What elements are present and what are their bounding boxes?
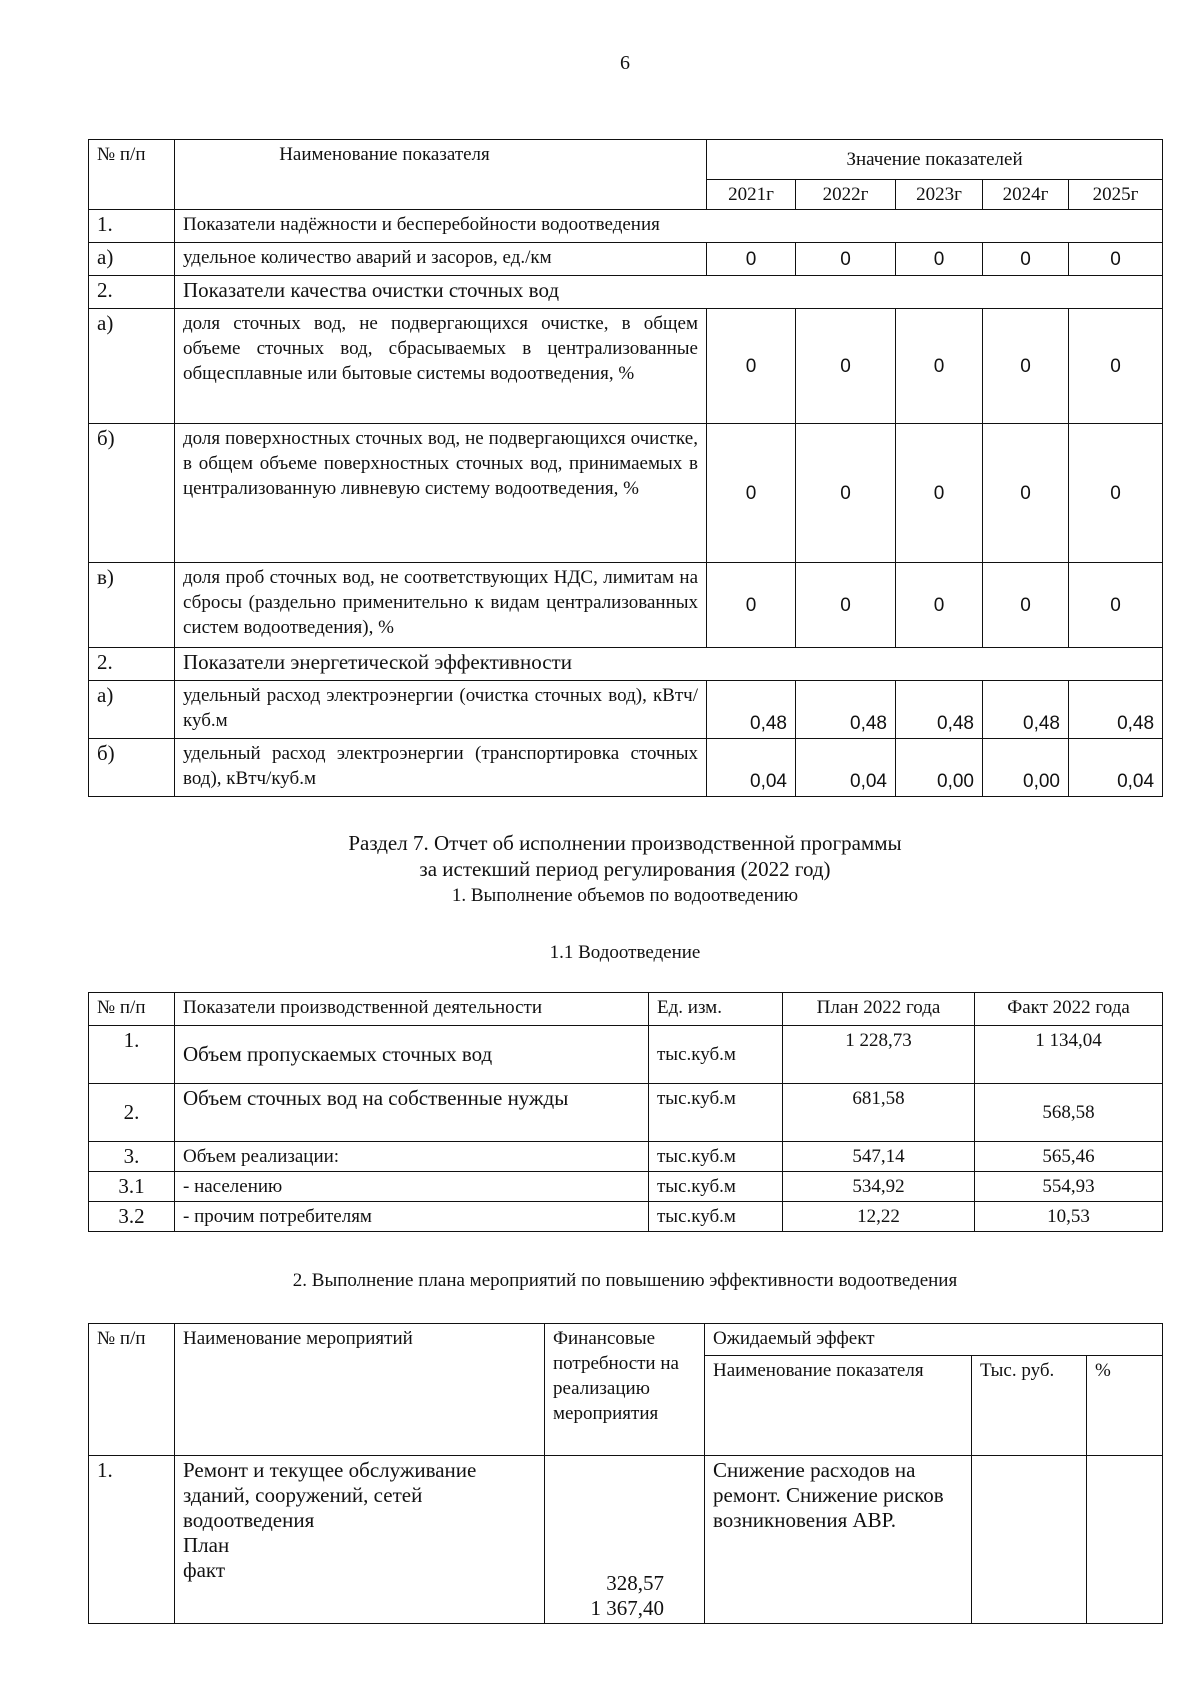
value-cell: 0 [707, 424, 796, 563]
value-cell: 0 [1069, 309, 1163, 424]
value-cell: 0,48 [896, 681, 983, 739]
section-row [89, 210, 1163, 243]
row-num: а) [89, 309, 175, 424]
value-cell: 0 [1069, 243, 1163, 276]
section7-sub-subtitle: 1.1 Водоотведение [549, 942, 701, 963]
value-cell: 0,04 [796, 739, 896, 797]
value-cell: 0 [896, 309, 983, 424]
table-row [89, 1084, 1163, 1142]
indicator-row [89, 424, 1163, 563]
header-name: Наименование мероприятий [175, 1324, 545, 1456]
row-num: 3.1 [89, 1172, 175, 1202]
value-cell: 0,00 [983, 739, 1069, 797]
header-name: Наименование показателя [175, 140, 707, 210]
finance-cell [545, 1456, 705, 1624]
value-cell: 0,04 [707, 739, 796, 797]
row-plan: 12,22 [783, 1202, 975, 1232]
row-plan: 534,92 [783, 1172, 975, 1202]
section7-title-line1: Раздел 7. Отчет об исполнении производственной программы [348, 831, 902, 855]
measures-table [88, 1323, 1163, 1624]
table-row [89, 1026, 1163, 1084]
row-unit: тыс.куб.м [649, 1142, 783, 1172]
measure-cell [175, 1456, 545, 1624]
header-num: № п/п [89, 1324, 175, 1456]
value-cell: 0 [1069, 563, 1163, 648]
value-cell: 0 [1069, 424, 1163, 563]
row-fact: 554,93 [975, 1172, 1163, 1202]
row-num: 2. [89, 648, 175, 681]
indicator-name: доля сточных вод, не подвергающихся очистке, в общем объеме сточных вод, сбрасываемых в централизованные общесплавные или бытовые системы водоотведения, % [175, 309, 707, 424]
page-number: 6 [620, 52, 630, 74]
value-cell: 0,00 [896, 739, 983, 797]
row-unit: тыс.куб.м [649, 1172, 783, 1202]
row-num: а) [89, 681, 175, 739]
row-plan: 547,14 [783, 1142, 975, 1172]
section-title: Показатели энергетической эффективности [175, 648, 1163, 681]
section-title: Показатели надёжности и бесперебойности водоотведения [175, 210, 1163, 243]
row-num: б) [89, 424, 175, 563]
indicator-row [89, 309, 1163, 424]
row-fact: 10,53 [975, 1202, 1163, 1232]
row-num: а) [89, 243, 175, 276]
section-row [89, 276, 1163, 309]
row-name: - прочим потребителям [175, 1202, 649, 1232]
indicator-row [89, 563, 1163, 648]
row-name: Объем сточных вод на собственные нужды [175, 1084, 649, 1142]
header-effect-name: Наименование показателя [705, 1356, 972, 1456]
value-cell: 0 [896, 243, 983, 276]
table-row [89, 1172, 1163, 1202]
row-fact: 1 134,04 [975, 1026, 1163, 1084]
row-unit: тыс.куб.м [649, 1084, 783, 1142]
value-cell: 0,48 [796, 681, 896, 739]
table-row [89, 1202, 1163, 1232]
indicator-name: удельный расход электроэнергии (транспортировка сточных вод), кВтч/куб.м [175, 739, 707, 797]
header-year: 2022г [796, 180, 896, 210]
value-cell: 0 [983, 424, 1069, 563]
table-row [89, 1456, 1163, 1624]
value-cell: 0 [983, 563, 1069, 648]
section7-title-line2: за истекший период регулирования (2022 год) [419, 857, 831, 881]
indicator-row [89, 739, 1163, 797]
header-year: 2023г [896, 180, 983, 210]
header-effect-pct: % [1087, 1356, 1163, 1456]
value-cell: 0 [796, 563, 896, 648]
value-cell: 0 [707, 243, 796, 276]
row-num: 1. [89, 1456, 175, 1624]
header-finance: Финансовые потребности на реализацию мероприятия [545, 1324, 705, 1456]
header-year: 2025г [1069, 180, 1163, 210]
section7-subtitle: 1. Выполнение объемов по водоотведению [451, 885, 799, 906]
value-cell: 0,04 [1069, 739, 1163, 797]
row-fact: 568,58 [975, 1084, 1163, 1142]
value-cell: 0,48 [707, 681, 796, 739]
header-effect: Ожидаемый эффект [705, 1324, 1163, 1356]
row-fact: 565,46 [975, 1142, 1163, 1172]
header-year: 2024г [983, 180, 1069, 210]
row-plan: 681,58 [783, 1084, 975, 1142]
header-fact: Факт 2022 года [975, 993, 1163, 1026]
indicator-name: удельный расход электроэнергии (очистка сточных вод), кВтч/куб.м [175, 681, 707, 739]
header-plan: План 2022 года [783, 993, 975, 1026]
value-cell: 0 [796, 424, 896, 563]
row-num: 2. [89, 276, 175, 309]
row-plan: 1 228,73 [783, 1026, 975, 1084]
value-cell: 0 [707, 309, 796, 424]
indicator-name: доля поверхностных сточных вод, не подвергающихся очистке, в общем объеме поверхностных сточных вод, принимаемых в централизованную ливневую систему водоотведения, % [175, 424, 707, 563]
row-num: в) [89, 563, 175, 648]
row-unit: тыс.куб.м [649, 1202, 783, 1232]
row-name: Объем реализации: [175, 1142, 649, 1172]
indicator-row [89, 243, 1163, 276]
plan-value: 328,57 [606, 1571, 664, 1595]
plan-label: План [183, 1533, 230, 1557]
effect-rub [972, 1456, 1087, 1624]
effect-pct [1087, 1456, 1163, 1624]
section-row [89, 648, 1163, 681]
value-cell: 0 [796, 309, 896, 424]
row-num: 2. [89, 1084, 175, 1142]
value-cell: 0 [707, 563, 796, 648]
value-cell: 0,48 [1069, 681, 1163, 739]
header-unit: Ед. изм. [649, 993, 783, 1026]
header-name: Показатели производственной деятельности [175, 993, 649, 1026]
indicator-row [89, 681, 1163, 739]
indicator-name: доля проб сточных вод, не соответствующих НДС, лимитам на сбросы (раздельно применительно к видам централизованных систем водоотведения), % [175, 563, 707, 648]
row-num: 1. [89, 1026, 175, 1084]
measure-name: Ремонт и текущее обслуживание зданий, сооружений, сетей водоотведения [183, 1458, 477, 1532]
value-cell: 0 [983, 243, 1069, 276]
value-cell: 0 [796, 243, 896, 276]
row-num: 3. [89, 1142, 175, 1172]
header-effect-rub: Тыс. руб. [972, 1356, 1087, 1456]
volumes-table [88, 992, 1163, 1232]
row-name: Объем пропускаемых сточных вод [175, 1026, 649, 1084]
indicator-name: удельное количество аварий и засоров, ед./км [175, 243, 707, 276]
row-num: 3.2 [89, 1202, 175, 1232]
measures-title: 2. Выполнение плана мероприятий по повышению эффективности водоотведения [292, 1270, 958, 1291]
row-num: б) [89, 739, 175, 797]
effect-name: Снижение расходов на ремонт. Снижение рисков возникновения АВР. [705, 1456, 972, 1624]
value-cell: 0,48 [983, 681, 1069, 739]
row-unit: тыс.куб.м [649, 1026, 783, 1084]
fact-value: 1 367,40 [590, 1596, 664, 1620]
value-cell: 0 [896, 563, 983, 648]
header-values: Значение показателей [707, 140, 1163, 180]
header-num: № п/п [89, 993, 175, 1026]
indicators-table [88, 139, 1163, 797]
header-num: № п/п [89, 140, 175, 210]
fact-label: факт [183, 1558, 226, 1582]
row-num: 1. [89, 210, 175, 243]
value-cell: 0 [896, 424, 983, 563]
value-cell: 0 [983, 309, 1069, 424]
table-row [89, 1142, 1163, 1172]
section-title: Показатели качества очистки сточных вод [175, 276, 1163, 309]
row-name: - населению [175, 1172, 649, 1202]
header-year: 2021г [707, 180, 796, 210]
